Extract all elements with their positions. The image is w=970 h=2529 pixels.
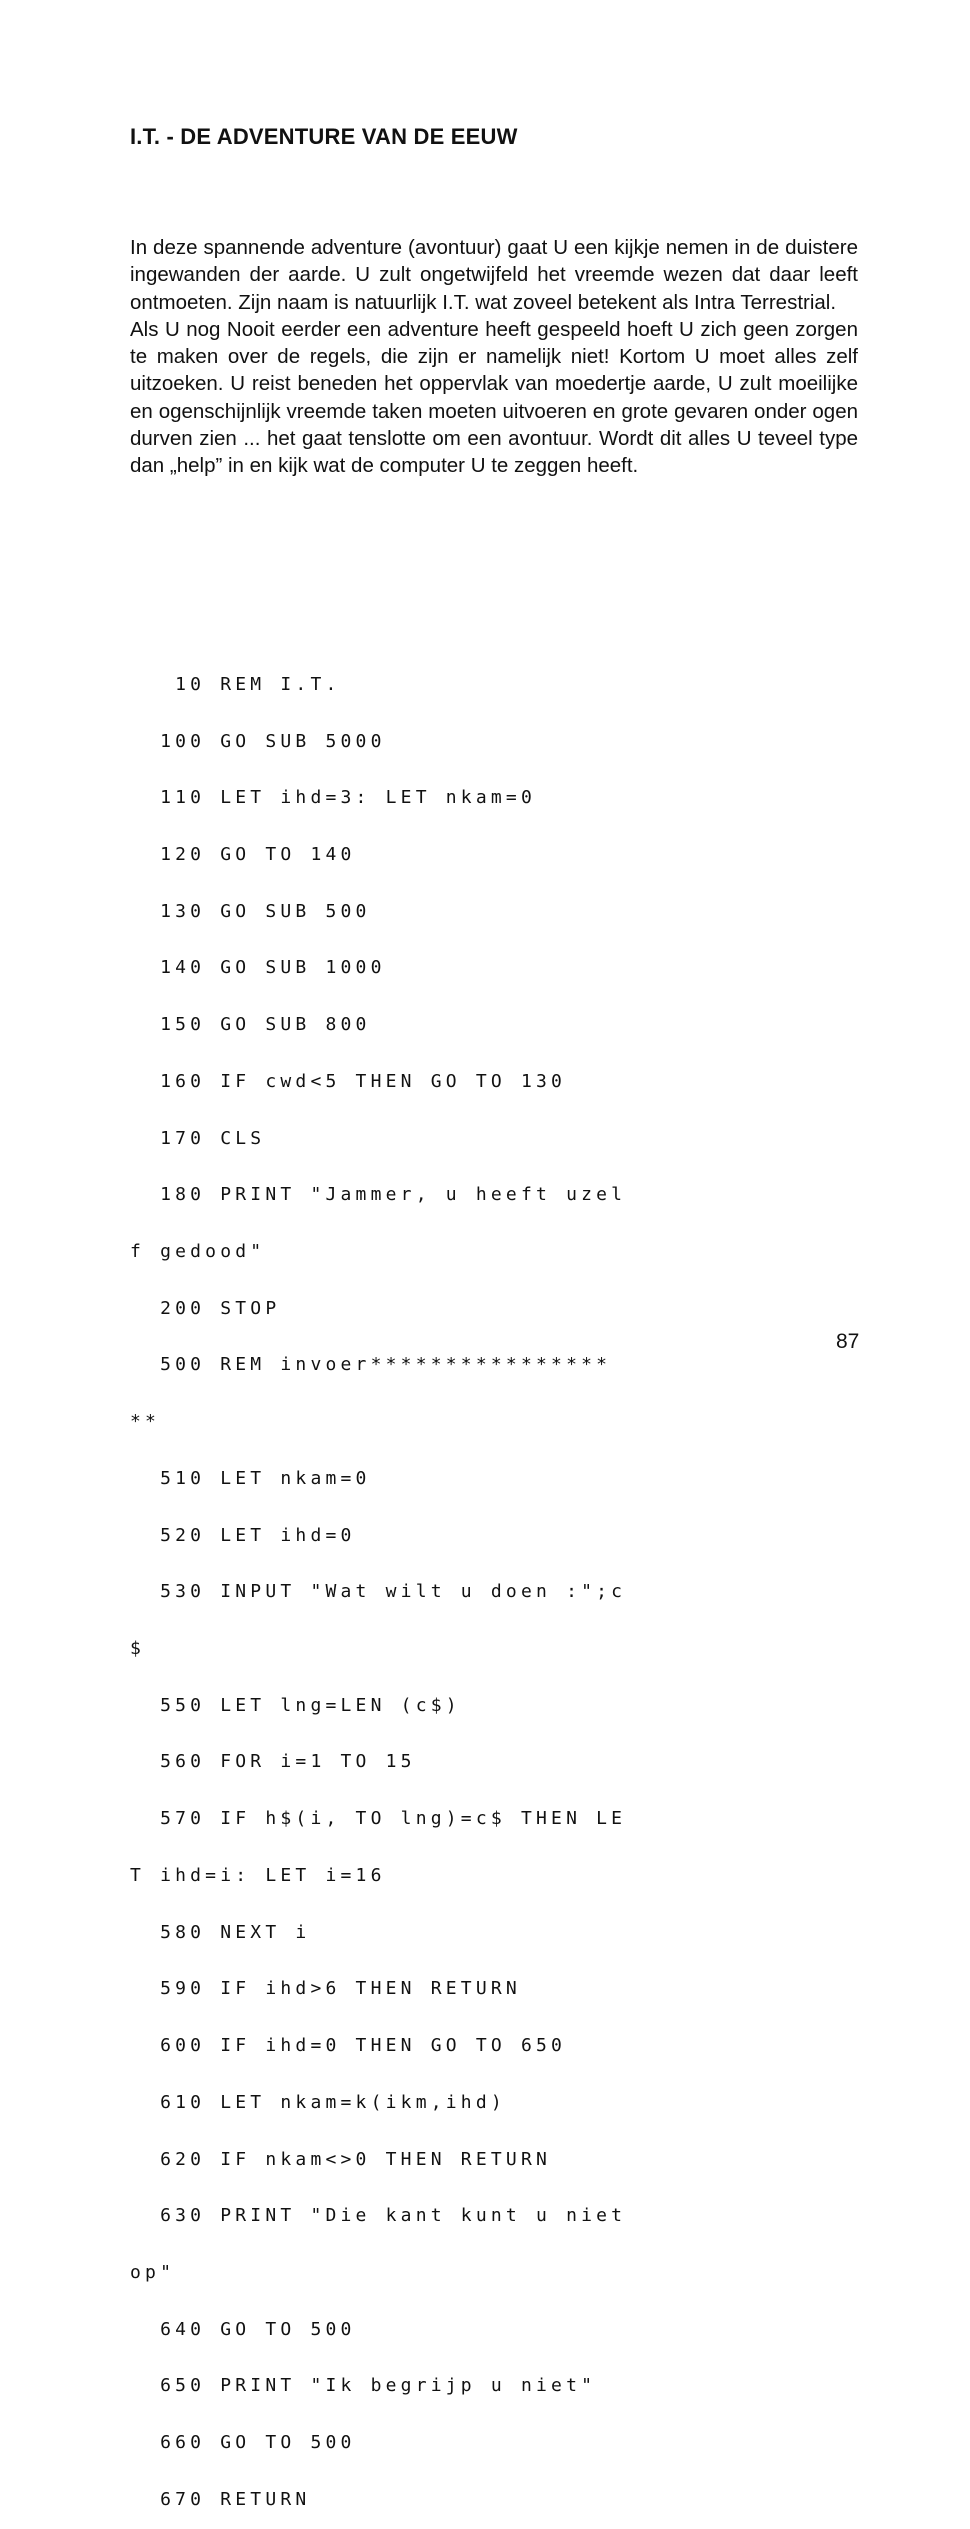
intro-paragraph-2: Als U nog Nooit eerder een adventure heeft gespeeld hoeft U zich geen zorgen te maken over de regels, die zijn er namelijk niet! Kortom U moet alles zelf uitzoeken. U reist beneden het oppervlak van moedertje aarde, U zult moeilijke en ogenschijnlijk vreemde taken moeten uitvoeren en grote gevaren onder ogen durven zien ... het gaat tenslotte om een avontuur. Wordt dit alles U teveel type dan „help” in en kijk wat de computer U te zeggen heeft. xyxy=(130,317,858,478)
intro-text xyxy=(130,234,858,480)
code-line: 620 IF nkam<>0 THEN RETURN xyxy=(130,2148,552,2170)
code-line: 500 REM invoer**************** xyxy=(130,1354,612,1376)
chapter-title: I.T. - DE ADVENTURE VAN DE EEUW xyxy=(130,124,518,149)
code-line: 100 GO SUB 5000 xyxy=(130,730,386,752)
code-line: 600 IF ihd=0 THEN GO TO 650 xyxy=(130,2035,567,2057)
code-line: 130 GO SUB 500 xyxy=(130,900,371,922)
code-line: 150 GO SUB 800 xyxy=(130,1014,371,1036)
code-line: 660 GO TO 500 xyxy=(130,2432,356,2454)
code-line: 550 LET lng=LEN (c$) xyxy=(130,1694,461,1716)
code-line: 160 IF cwd<5 THEN GO TO 130 xyxy=(130,1070,567,1092)
code-line: 670 RETURN xyxy=(130,2488,311,2510)
code-line: 590 IF ihd>6 THEN RETURN xyxy=(130,1978,521,2000)
code-line: $ xyxy=(130,1638,146,1660)
code-line: 110 LET ihd=3: LET nkam=0 xyxy=(130,787,536,809)
code-line: 640 GO TO 500 xyxy=(130,2318,356,2340)
code-line: 510 LET nkam=0 xyxy=(130,1467,371,1489)
code-line: 200 STOP xyxy=(130,1297,281,1319)
code-line: 650 PRINT "Ik begrijp u niet" xyxy=(130,2375,597,2397)
code-line: 630 PRINT "Die kant kunt u niet xyxy=(130,2205,627,2227)
page-number: 87 xyxy=(836,1330,860,1353)
code-line: 520 LET ihd=0 xyxy=(130,1524,356,1546)
code-line: 530 INPUT "Wat wilt u doen :";c xyxy=(130,1581,627,1603)
code-line: 120 GO TO 140 xyxy=(130,843,356,865)
code-line: op" xyxy=(130,2261,176,2283)
code-line: 140 GO SUB 1000 xyxy=(130,957,386,979)
code-line: 560 FOR i=1 TO 15 xyxy=(130,1751,416,1773)
code-line: ** xyxy=(130,1411,161,1433)
code-line: 570 IF h$(i, TO lng)=c$ THEN LE xyxy=(130,1808,627,1830)
code-line: 170 CLS xyxy=(130,1127,266,1149)
code-line: 610 LET nkam=k(ikm,ihd) xyxy=(130,2091,506,2113)
code-line: 180 PRINT "Jammer, u heeft uzel xyxy=(130,1184,627,1206)
basic-program-listing xyxy=(130,638,626,2529)
code-line: f gedood" xyxy=(130,1241,266,1262)
code-line: T ihd=i: LET i=16 xyxy=(130,1864,386,1886)
intro-paragraph-1: In deze spannende adventure (avontuur) gaat U een kijkje nemen in de duistere ingewanden der aarde. U zult ongetwijfeld het vreemde wezen dat daar leeft ontmoeten. Zijn naam is natuurlijk I.T. wat zoveel betekent als Intra Terrestrial. xyxy=(130,236,858,314)
code-line: 10 REM I.T. xyxy=(130,673,341,695)
code-line: 580 NEXT i xyxy=(130,1921,311,1943)
